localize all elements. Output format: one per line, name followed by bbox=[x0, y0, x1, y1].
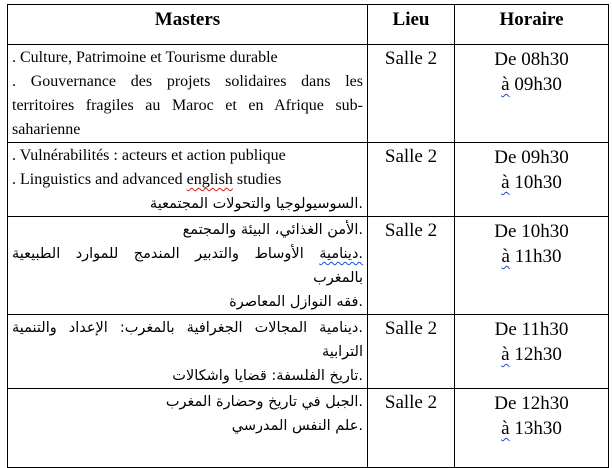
master-item bbox=[12, 242, 363, 290]
table-row bbox=[8, 45, 609, 143]
horaire-cell bbox=[455, 315, 609, 389]
horaire-from: De 08h30 bbox=[494, 49, 569, 70]
horaire-to-time: 09h30 bbox=[514, 74, 562, 95]
header-lieu: Lieu bbox=[368, 5, 455, 45]
lieu-cell: Salle 2 bbox=[368, 143, 455, 217]
masters-cell bbox=[8, 143, 368, 217]
horaire-from: De 10h30 bbox=[494, 221, 569, 242]
table-row bbox=[8, 143, 609, 217]
master-item-text: الأوساط والتدبير المندمج للموارد الطبيعية بالمغرب bbox=[12, 246, 363, 286]
horaire-to-prefix: à bbox=[501, 246, 510, 267]
schedule-table bbox=[7, 4, 609, 468]
horaire-cell bbox=[455, 45, 609, 143]
horaire-from: De 11h30 bbox=[494, 319, 569, 340]
horaire-from: De 12h30 bbox=[494, 393, 569, 414]
master-item: . Vulnérabilités : acteurs et action publique bbox=[12, 147, 286, 164]
horaire-to-prefix: à bbox=[501, 418, 510, 439]
horaire-to-time: 10h30 bbox=[514, 172, 562, 193]
lieu-cell: Salle 2 bbox=[368, 389, 455, 468]
horaire-to bbox=[455, 244, 608, 269]
horaire-to-prefix: à bbox=[501, 172, 510, 193]
master-item-text: studies bbox=[236, 171, 282, 188]
horaire-to bbox=[455, 170, 608, 195]
master-item bbox=[12, 168, 363, 192]
lieu-cell: Salle 2 bbox=[368, 315, 455, 389]
header-row bbox=[8, 5, 609, 45]
master-item: .علم النفس المدرسي bbox=[231, 418, 363, 434]
masters-cell bbox=[8, 315, 368, 389]
masters-cell bbox=[8, 217, 368, 315]
master-item-flagged-word: .دينامية bbox=[319, 246, 364, 262]
horaire-to-time: 12h30 bbox=[514, 344, 562, 365]
horaire-to-time: 11h30 bbox=[514, 246, 562, 267]
horaire-cell bbox=[455, 217, 609, 315]
horaire-to bbox=[455, 342, 608, 367]
lieu-cell: Salle 2 bbox=[368, 217, 455, 315]
lieu-cell: Salle 2 bbox=[368, 45, 455, 143]
header-horaire: Horaire bbox=[455, 5, 609, 45]
horaire-to bbox=[455, 72, 608, 97]
master-item-text: . Linguistics and advanced bbox=[12, 171, 183, 188]
horaire-to bbox=[455, 416, 608, 441]
header-masters: Masters bbox=[8, 5, 368, 45]
master-item: . Gouvernance des projets solidaires dans les territoires fragiles au Maroc et en Afrique sub-saharienne bbox=[12, 73, 363, 138]
master-item: .دينامية المجالات الجغرافية بالمغرب: الإعداد والتنمية الترابية bbox=[12, 320, 363, 360]
master-item: .الأمن الغذائي، البيئة والمجتمع bbox=[182, 222, 363, 238]
master-item: .تاريخ الفلسفة: قضايا واشكالات bbox=[172, 368, 363, 384]
master-item: .السوسيولوجيا والتحولات المجتمعية bbox=[149, 196, 363, 212]
master-item: .الجبل في تاريخ وحضارة المغرب bbox=[165, 394, 363, 410]
horaire-to-prefix: à bbox=[501, 344, 510, 365]
master-item-flagged-word: english bbox=[186, 171, 233, 188]
table-row bbox=[8, 217, 609, 315]
horaire-to-prefix: à bbox=[501, 74, 510, 95]
master-item: .فقه النوازل المعاصرة bbox=[229, 294, 363, 310]
table-row bbox=[8, 315, 609, 389]
horaire-from: De 09h30 bbox=[494, 147, 569, 168]
master-item: . Culture, Patrimoine et Tourisme durable bbox=[12, 49, 278, 66]
masters-cell bbox=[8, 45, 368, 143]
horaire-cell bbox=[455, 143, 609, 217]
horaire-to-time: 13h30 bbox=[514, 418, 562, 439]
